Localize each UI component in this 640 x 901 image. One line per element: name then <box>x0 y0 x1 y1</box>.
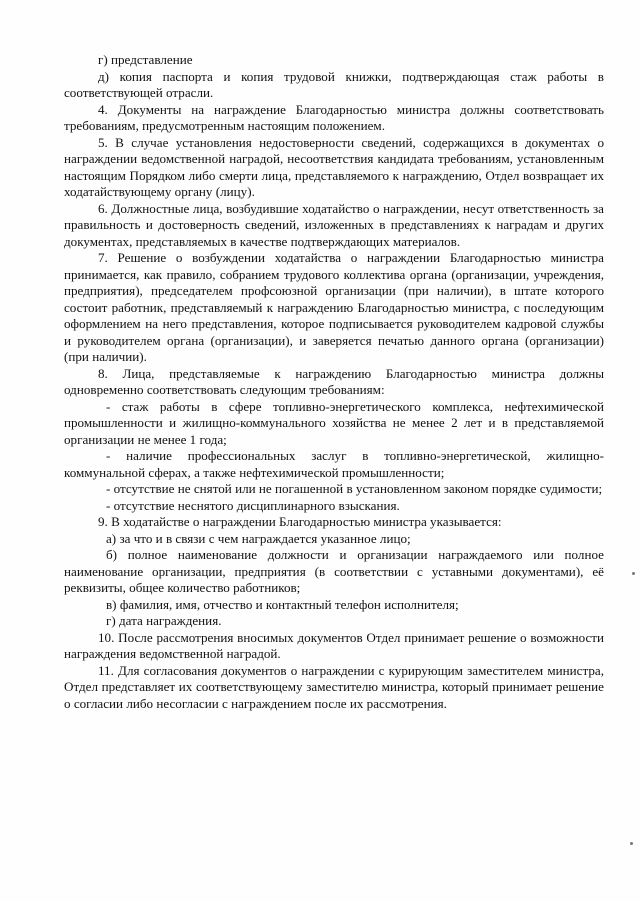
petition-item-v: в) фамилия, имя, отчество и контактный телефон исполнителя; <box>106 596 459 612</box>
paragraph-8: 8. Лица, представляемые к награждению Благодарностью министра должны одновременно соответствовать следующим требованиям: <box>64 365 604 397</box>
paragraph-4: 4. Документы на награждение Благодарностью министра должны соответствовать требованиям, предусмотренным настоящим положением. <box>64 101 604 133</box>
paragraph-5: 5. В случае установления недостоверности сведений, содержащихся в документах о награждении ведомственной наградой, несоответствия кандидата требованиям, установленным настоящим Порядком либо смерти лица, представляемого к награждению, Отдел возвращает их ходатайствующему органу (лицу). <box>64 134 604 199</box>
paragraph-7: 7. Решение о возбуждении ходатайства о награждении Благодарностью министра принимается, как правило, собранием трудового коллектива органа (организации, учреждения, предприятия), председателем профсоюзной организации (при наличии), в штате которого состоит работник, представляемый к награждению Благодарностью министра, с последующим оформлением на него представления, которое подписывается руководителем кадровой службы и руководителем органа (организации), и заверяется печатью данного органа (организации) (при наличии). <box>64 250 604 364</box>
requirement-no-penalty: - отсутствие неснятого дисциплинарного взыскания. <box>106 497 400 513</box>
requirement-merits: - наличие профессиональных заслуг в топливно-энергетической, жилищно-коммунальной сферах, а также нефтехимической промышленности; <box>64 448 604 480</box>
petition-item-b: б) полное наименование должности и организации награждаемого или полное наименование организации, предприятия (в соответствии с уставными документами), её реквизиты, общее количество работников; <box>64 547 604 595</box>
requirement-no-conviction: - отсутствие не снятой или не погашенной в установленном законом порядке судимости; <box>106 481 603 496</box>
paragraph-10: 10. После рассмотрения вносимых документов Отдел принимает решение о возможности награждения ведомственной наградой. <box>64 629 604 661</box>
requirement-experience: - стаж работы в сфере топливно-энергетического комплекса, нефтехимической промышленности и жилищно-коммунального хозяйства не менее 2 лет и в представляемой организации не менее 1 года; <box>64 398 604 447</box>
document-body <box>64 52 604 712</box>
paragraph-6: 6. Должностные лица, возбудившие ходатайство о награждении, несут ответственность за правильность и достоверность сведений, изложенных в представлениях к наградам и других документах, представляемых в качестве подтверждающих материалов. <box>64 200 604 249</box>
paragraph-11: 11. Для согласования документов о награждении с курирующим заместителем министра, Отдел представляет их соответствующему заместителю министра, который принимает решение о согласии либо несогласии с награждением после их рассмотрения. <box>64 662 604 711</box>
paragraph-item-d: д) копия паспорта и копия трудовой книжки, подтверждающая стаж работы в соответствующей отрасли. <box>64 68 604 100</box>
petition-item-a: а) за что и в связи с чем награждается указанное лицо; <box>106 530 411 546</box>
paragraph-9: 9. В ходатайстве о награждении Благодарностью министра указывается: <box>98 514 502 529</box>
paragraph-item-g: г) представление <box>98 52 193 67</box>
scan-speck <box>632 572 635 575</box>
petition-item-g: г) дата награждения. <box>106 613 222 628</box>
scan-speck <box>630 842 633 845</box>
